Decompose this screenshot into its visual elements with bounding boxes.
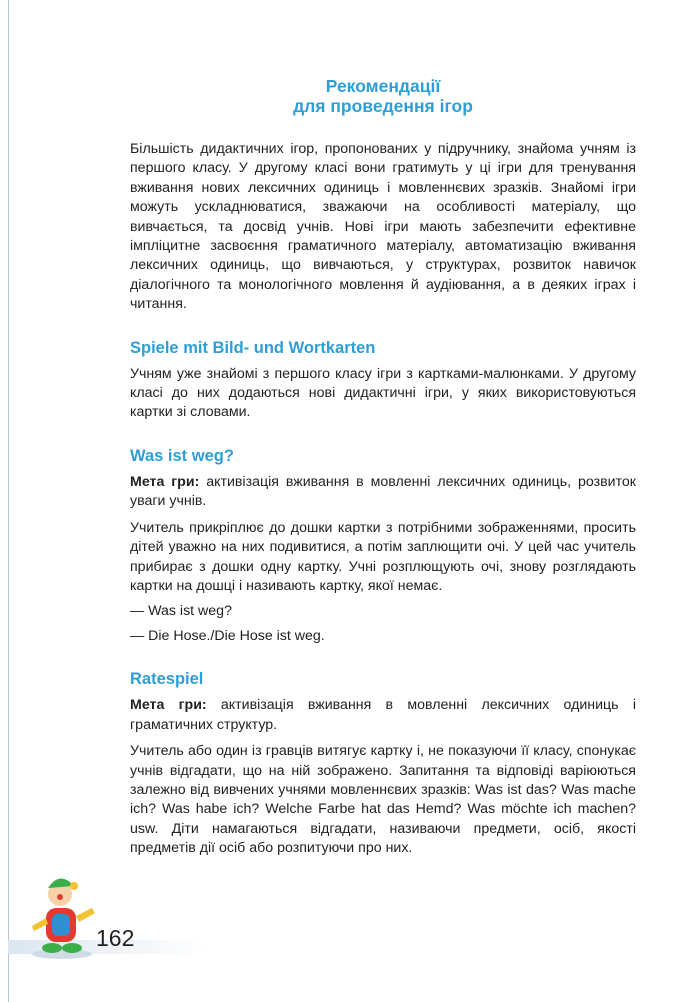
dialog-line-2: — Die Hose./Die Hose ist weg.: [130, 628, 325, 645]
section-text: Учням уже знайомі з першого класу ігри з картками-малюнками. У другому класі до них додаються нові дидактичні ігри, у яких використовуються картки зі словами.: [130, 365, 636, 421]
title-line-2: для проведення ігор: [293, 96, 473, 116]
section-ratespiel: [130, 669, 636, 858]
section-heading: Was ist weg?: [130, 446, 234, 465]
goal-paragraph: [130, 473, 636, 512]
section-was-ist-weg: [130, 446, 636, 646]
clown-mascot-icon: [22, 868, 102, 960]
goal-text: активізація вживання в мовленні лексичних одиниць і граматичних структур.: [130, 697, 636, 733]
goal-paragraph: [130, 696, 636, 735]
page-title: [130, 76, 636, 116]
dialog-line-1: — Was ist weg?: [130, 603, 232, 620]
title-line-1: Рекомендації: [325, 76, 441, 96]
section-bild-wortkarten: [130, 338, 636, 423]
goal-label: Мета гри:: [130, 473, 200, 490]
goal-text: активізація вживання в мовленні лексичних одиниць, розвиток уваги учнів.: [130, 473, 637, 510]
goal-label: Мета гри:: [130, 697, 207, 714]
page-content: [130, 76, 636, 859]
intro-paragraph: Більшість дидактичних ігор, пропонованих у підручнику, знайома учням із першого класу. У другому класі вони гратимуть у ці ігри для тренування вживання нових лексичних одиниць і мовленнєвих зразків. Знайомі ігри можуть ускладнюватися, зважаючи на особливості матеріалу, що вивчається, та досвід учнів. Нові ігри мають забезпечити ефективне імпліцитне засвоєння граматичного матеріалу, автоматизацію вживання лексичних одиниць, що вивчаються, у структурах, розвиток навичок діалогічного та монологічного мовлення й аудіювання, а в деяких іграх і читання.: [130, 141, 636, 313]
section-text: Учитель або один із гравців витягує картку і, не показуючи її класу, спонукає учнів відгадати, що на ній зображено. Запитання та відповіді варіюються залежно від вивчених учнями мовленнєвих зразків: Was ist das? Was mache ich? Was habe ich? Welche Farbe hat das Hemd? Was möchte ich machen? usw. Діти намагаються відгадати, називаючи предмети, осіб, якості предметів дії осіб або розпитуючи про них.: [130, 743, 636, 857]
section-heading: Spiele mit Bild- und Wortkarten: [130, 338, 376, 357]
section-text: Учитель прикріплює до дошки картки з потрібними зображеннями, просить дітей уважно на них подивитися, а потім заплющити очі. У цей час учитель прибирає з дошки одну картку. Учні розплющують очі, знову розглядають картки на дошці і називають картку, якої немає.: [130, 519, 636, 594]
page-number: 162: [96, 925, 135, 951]
section-heading: Ratespiel: [130, 670, 204, 689]
